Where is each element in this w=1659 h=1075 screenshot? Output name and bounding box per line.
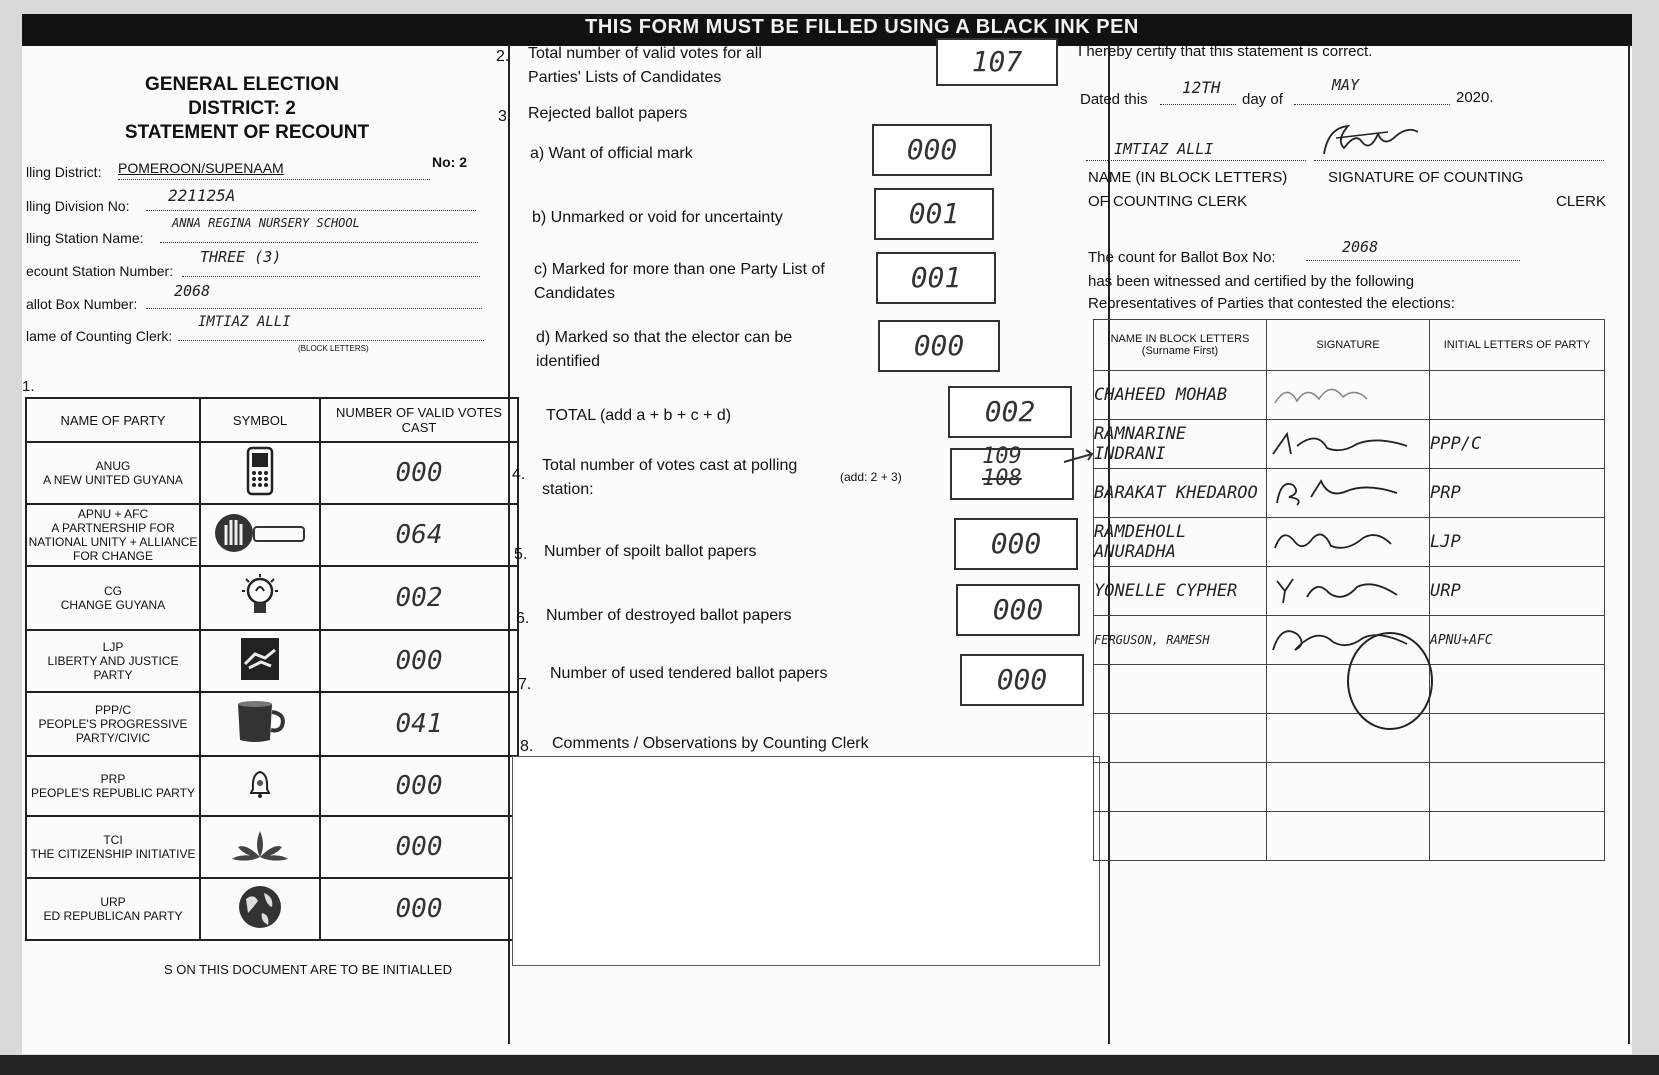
item-7-number: 7. [518, 676, 532, 693]
rep-signature [1267, 763, 1430, 812]
rep-signature-scrawl [1267, 424, 1417, 460]
party-table-header-row [26, 398, 518, 442]
signature-label-2: CLERK [1556, 193, 1607, 210]
date-month-line [1294, 104, 1450, 105]
cup-icon [232, 698, 288, 746]
item-6-value-box: 000 [956, 584, 1080, 636]
reps-col-initials: INITIAL LETTERS OF PARTY [1430, 320, 1605, 371]
party-abbr: LJP [102, 640, 124, 654]
col-party-header: NAME OF PARTY [26, 398, 200, 442]
party-row-anug [26, 442, 518, 504]
party-representatives-table [1093, 319, 1605, 861]
bell-icon [249, 769, 271, 799]
item-4-number: 4. [512, 466, 526, 483]
rep-signature [1267, 567, 1430, 616]
rep-party [1430, 763, 1605, 812]
header-line-3: STATEMENT OF RECOUNT [124, 122, 370, 143]
rep-name: FERGUSON, RAMESH [1094, 616, 1267, 665]
item-2-number: 2. [496, 48, 510, 65]
item-8-label: Comments / Observations by Counting Clerk [552, 735, 869, 752]
rep-party: LJP [1430, 518, 1605, 567]
polling-division-line [146, 210, 476, 211]
rep-party [1430, 371, 1605, 420]
votes-cell: 041 [320, 692, 518, 756]
item-3-number: 3. [498, 108, 512, 125]
stamp-circle [1340, 626, 1440, 736]
rep-party: PRP [1430, 469, 1605, 518]
rep-party: URP [1430, 567, 1605, 616]
reps-col-signature: SIGNATURE [1267, 320, 1430, 371]
party-name: A NEW UNITED GUYANA [43, 473, 183, 487]
party-name: LIBERTY AND JUSTICE PARTY [47, 654, 179, 682]
symbol-cell [200, 878, 320, 940]
ballot-box-line [146, 308, 482, 309]
item-3b-label: b) Unmarked or void for uncertainty [532, 209, 783, 226]
hand-icon [212, 511, 308, 555]
votes-cell: 000 [320, 878, 518, 940]
item-3c-value-box: 001 [876, 252, 996, 304]
party-abbr: CG [104, 584, 122, 598]
count-box-line [1306, 260, 1520, 261]
item-5-value-box: 000 [954, 518, 1078, 570]
rep-signature [1267, 812, 1430, 861]
item-3b-value-box: 001 [874, 188, 994, 240]
item-3d-value-box: 000 [878, 320, 1000, 372]
recount-form-sheet [22, 14, 1632, 1054]
recount-station-label: ecount Station Number: [26, 263, 174, 279]
rep-party [1430, 714, 1605, 763]
polling-division-label: lling Division No: [26, 198, 130, 214]
col-symbol-header: SYMBOL [200, 398, 320, 442]
rep-signature [1267, 371, 1430, 420]
dated-this-label: Dated this [1080, 91, 1148, 108]
date-year: 2020. [1456, 89, 1494, 106]
party-row-pppc [26, 692, 518, 756]
party-name: ED REPUBLICAN PARTY [43, 909, 183, 923]
date-month-value: MAY [1332, 76, 1360, 94]
rep-signature-scrawl [1267, 473, 1417, 509]
name-block-label-1: NAME (IN BLOCK LETTERS) [1088, 169, 1288, 186]
ink-instruction-banner: THIS FORM MUST BE FILLED USING A BLACK INK PEN [585, 16, 1139, 38]
clerk-signature [1318, 118, 1428, 164]
header-line-1: GENERAL ELECTION [145, 74, 339, 95]
witnessed-line-1: has been witnessed and certified by the following [1088, 273, 1415, 290]
item-4-value-box [950, 444, 1074, 500]
rep-name: RAMDEHOLL ANURADHA [1094, 518, 1267, 567]
votes-cell: 064 [320, 504, 518, 566]
votes-cell: 000 [320, 816, 518, 878]
section-1-number: 1. [22, 378, 35, 395]
party-cell [26, 442, 200, 504]
item-4-note: (add: 2 + 3) [840, 470, 902, 484]
item-2-label: Total number of valid votes for all Parties' Lists of Candidates [528, 45, 762, 86]
party-name: CHANGE GUYANA [60, 598, 166, 612]
rep-signature [1267, 420, 1430, 469]
symbol-cell [200, 816, 320, 878]
symbol-cell [200, 566, 320, 630]
initialled-footer-note: S ON THIS DOCUMENT ARE TO BE INITIALLED [164, 962, 452, 977]
right-edge-border [1628, 44, 1630, 1044]
item-7-value-box: 000 [960, 654, 1084, 706]
party-cell [26, 756, 200, 816]
party-abbr: URP [100, 895, 126, 909]
item-3a-label: a) Want of official mark [530, 145, 693, 162]
header-line-2: DISTRICT: 2 [188, 98, 296, 119]
polling-district-label: lling District: [26, 164, 102, 180]
lotus-icon [228, 825, 292, 865]
symbol-cell [200, 630, 320, 692]
counting-clerk-value: IMTIAZ ALLI [198, 314, 291, 330]
block-letters-note: (BLOCK LETTERS) [298, 344, 369, 353]
symbol-cell [200, 756, 320, 816]
day-of-label: day of [1242, 91, 1283, 108]
votes-cell: 002 [320, 566, 518, 630]
party-row-cg [26, 566, 518, 630]
polling-division-value: 221125A [168, 186, 236, 205]
item-4-struck-value: 108 [982, 466, 1022, 491]
rep-name: BARAKAT KHEDAROO [1094, 469, 1267, 518]
comments-box [512, 756, 1100, 966]
rep-row [1094, 518, 1605, 567]
party-row-tci [26, 816, 518, 878]
reps-col-name: NAME IN BLOCK LETTERS (Surname First) [1094, 320, 1267, 371]
party-abbr: ANUG [95, 459, 131, 473]
certify-statement: I hereby certify that this statement is correct. [1078, 43, 1373, 60]
recount-station-line [182, 276, 480, 277]
name-block-label-2: OF COUNTING CLERK [1088, 193, 1248, 210]
rep-party [1430, 812, 1605, 861]
party-name: THE CITIZENSHIP INITIATIVE [30, 847, 196, 861]
globe-icon [236, 883, 284, 931]
rep-signature-scrawl [1267, 375, 1417, 411]
clerk-name-value: IMTIAZ ALLI [1114, 140, 1214, 158]
symbol-cell [200, 692, 320, 756]
party-cell [26, 692, 200, 756]
rep-row [1094, 567, 1605, 616]
ballot-box-label: allot Box Number: [26, 296, 138, 312]
symbol-cell [200, 442, 320, 504]
rep-name [1094, 714, 1267, 763]
rep-row [1094, 469, 1605, 518]
party-name: PEOPLE'S REPUBLIC PARTY [31, 786, 195, 800]
party-cell [26, 630, 200, 692]
item-4-corrected-value: 109 [982, 444, 1022, 469]
party-cell [26, 878, 200, 940]
signature-label-1: SIGNATURE OF COUNTING [1328, 169, 1524, 186]
col-votes-header: NUMBER OF VALID VOTES CAST [320, 398, 518, 442]
rep-row [1094, 812, 1605, 861]
party-row-ljp [26, 630, 518, 692]
item-3c-label: c) Marked for more than one Party List of Candidates [534, 261, 825, 302]
party-name: A PARTNERSHIP FOR NATIONAL UNITY + ALLIANCE FOR CHANGE [28, 521, 198, 563]
handshake-icon [239, 636, 281, 682]
counting-clerk-line [178, 340, 484, 341]
total-value-box: 002 [948, 386, 1072, 438]
votes-cell: 000 [320, 630, 518, 692]
rep-signature-scrawl [1267, 571, 1417, 607]
party-abbr: TCI [103, 833, 123, 847]
rep-row [1094, 371, 1605, 420]
light-bulb-icon [240, 571, 280, 621]
total-label: TOTAL (add a + b + c + d) [546, 407, 732, 424]
party-row-urp [26, 878, 518, 940]
party-cell [26, 566, 200, 630]
party-votes-table [25, 397, 519, 941]
rep-party: PPP/C [1430, 420, 1605, 469]
symbol-cell [200, 504, 320, 566]
votes-cell: 000 [320, 756, 518, 816]
party-abbr: PPP/C [94, 703, 131, 717]
count-box-value: 2068 [1342, 238, 1379, 256]
rep-row [1094, 420, 1605, 469]
party-cell [26, 504, 200, 566]
item-3a-value-box: 000 [872, 124, 992, 176]
counting-clerk-label: lame of Counting Clerk: [26, 328, 173, 344]
rep-name: CHAHEED MOHAB [1094, 371, 1267, 420]
rep-name [1094, 763, 1267, 812]
polling-district-line [118, 179, 430, 180]
rep-row [1094, 763, 1605, 812]
rep-party: APNU+AFC [1430, 616, 1605, 665]
party-row-apnu-afc [26, 504, 518, 566]
rep-name: RAMNARINE INDRANI [1094, 420, 1267, 469]
item-8-number: 8. [520, 738, 534, 755]
party-row-prp [26, 756, 518, 816]
item-5-label: Number of spoilt ballot papers [544, 543, 757, 560]
rep-signature [1267, 469, 1430, 518]
rep-name: YONELLE CYPHER [1094, 567, 1267, 616]
rep-signature [1267, 518, 1430, 567]
polling-station-line [160, 242, 478, 243]
item-2-value-box: 107 [936, 38, 1058, 86]
rep-name [1094, 665, 1267, 714]
rep-name [1094, 812, 1267, 861]
ballot-box-value: 2068 [174, 282, 211, 300]
count-for-label: The count for Ballot Box No: [1088, 249, 1276, 266]
item-6-label: Number of destroyed ballot papers [546, 607, 792, 624]
item-7-label: Number of used tendered ballot papers [550, 665, 828, 682]
polling-station-label: lling Station Name: [26, 230, 144, 246]
item-6-number: 6. [516, 610, 530, 627]
party-abbr: APNU + AFC [77, 507, 149, 521]
date-day-line [1160, 104, 1236, 105]
district-no-label: No: 2 [432, 154, 467, 170]
item-3-label: Rejected ballot papers [528, 105, 688, 122]
clerk-signature-line [1314, 160, 1604, 161]
rep-signature-scrawl [1267, 522, 1417, 558]
item-5-number: 5. [514, 546, 528, 563]
rep-party [1430, 665, 1605, 714]
votes-cell: 000 [320, 442, 518, 504]
reps-header-row [1094, 320, 1605, 371]
witnessed-line-2: Representatives of Parties that contested the elections: [1088, 295, 1455, 312]
polling-station-value: ANNA REGINA NURSERY SCHOOL [172, 216, 360, 230]
party-name: PEOPLE'S PROGRESSIVE PARTY/CIVIC [38, 717, 188, 745]
mobile-phone-icon [245, 446, 275, 496]
polling-district-value: POMEROON/SUPENAAM [118, 160, 284, 176]
clerk-name-line [1086, 160, 1306, 161]
recount-station-value: THREE (3) [200, 248, 282, 266]
party-abbr: PRP [100, 772, 126, 786]
party-cell [26, 816, 200, 878]
bottom-dark-band [0, 1055, 1659, 1075]
item-3d-label: d) Marked so that the elector can be identified [536, 329, 793, 370]
date-day-value: 12TH [1182, 78, 1221, 97]
item-4-label: Total number of votes cast at polling station: [542, 457, 798, 498]
